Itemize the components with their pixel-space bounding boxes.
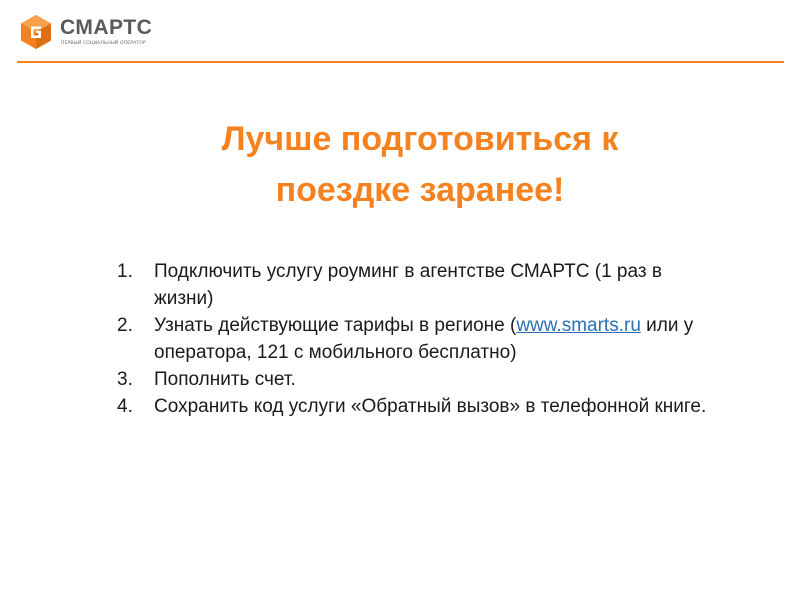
list-item bbox=[110, 366, 710, 393]
list-item-text: Подключить услугу роуминг в агентстве СМАРТС (1 раз в жизни) bbox=[154, 261, 662, 309]
list-item-text: Пополнить счет. bbox=[154, 369, 296, 390]
slide-title bbox=[160, 114, 680, 216]
smarts-logo bbox=[19, 14, 154, 50]
logo-wordmark: СМАРТС bbox=[60, 16, 153, 39]
list-item-number: 2. bbox=[117, 315, 133, 336]
steps-list bbox=[110, 258, 710, 420]
slide-title-line-1: Лучше подготовиться к bbox=[221, 120, 619, 158]
list-item bbox=[110, 312, 710, 366]
list-item bbox=[110, 258, 710, 312]
list-item bbox=[110, 393, 710, 420]
logo-tagline: ПЕРВЫЙ СОЦИАЛЬНЫЙ ОПЕРАТОР bbox=[61, 41, 146, 46]
smarts-website-link[interactable]: www.smarts.ru bbox=[516, 315, 641, 336]
slide-header bbox=[0, 0, 800, 64]
list-item-text: Сохранить код услуги «Обратный вызов» в телефонной книге. bbox=[154, 396, 707, 417]
list-item-number: 4. bbox=[117, 396, 133, 417]
header-divider bbox=[17, 61, 784, 63]
list-item-number: 3. bbox=[117, 369, 133, 390]
list-item-text-continued: или у оператора, 121 с мобильного бесплатно) bbox=[154, 315, 694, 363]
list-item-text: Узнать действующие тарифы в регионе ( bbox=[154, 315, 517, 336]
list-item-number: 1. bbox=[117, 261, 133, 282]
smarts-logo-icon bbox=[19, 14, 53, 50]
slide-title-line-2: поездке заранее! bbox=[275, 171, 565, 209]
